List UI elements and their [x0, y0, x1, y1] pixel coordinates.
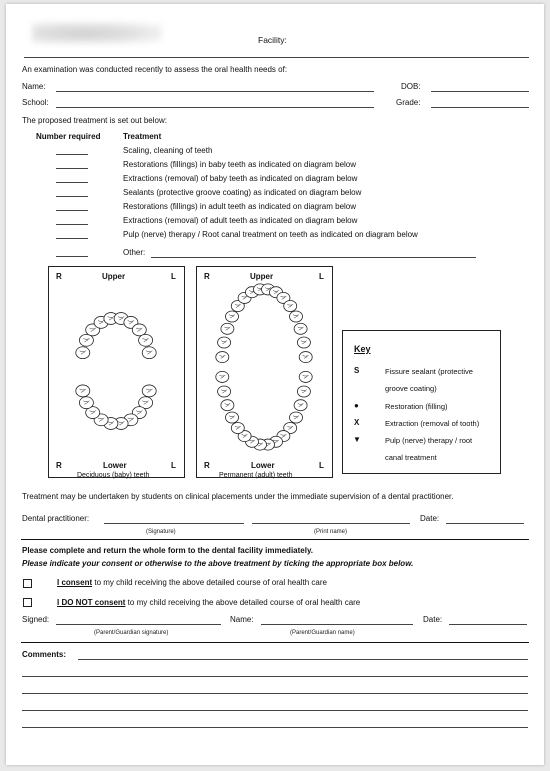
treatment-intro: The proposed treatment is set out below:	[22, 116, 167, 125]
lower-label: Lower	[103, 461, 127, 470]
consent-date-field[interactable]	[449, 624, 527, 625]
school-field[interactable]	[56, 107, 374, 108]
treatment-item: Restorations (fillings) in baby teeth as indicated on diagram below	[123, 160, 357, 169]
print-name-caption: (Print name)	[314, 529, 348, 535]
school-label: School:	[22, 98, 49, 107]
tooth-outline[interactable]	[218, 337, 231, 348]
tooth-outline[interactable]	[284, 300, 297, 311]
parent-signature-caption: (Parent/Guardian signature)	[94, 630, 169, 636]
treatment-item: Scaling, cleaning of teeth	[123, 146, 213, 155]
tooth-outline[interactable]	[290, 412, 303, 423]
tooth-outline[interactable]	[221, 323, 234, 334]
key-item-text: Pulp (nerve) therapy / root	[385, 436, 473, 445]
signature-caption: (Signature)	[146, 529, 176, 535]
deciduous-tooth-chart	[49, 267, 184, 477]
no-consent-emphasis: I DO NOT consent	[57, 598, 126, 607]
form-page	[6, 4, 544, 765]
key-item-text: Restoration (filling)	[385, 402, 448, 411]
dob-label: DOB:	[401, 82, 421, 91]
right-marker: R	[56, 272, 62, 281]
practitioner-label: Dental practitioner:	[22, 514, 90, 523]
tooth-outline[interactable]	[216, 371, 229, 382]
tooth-outline[interactable]	[76, 385, 90, 397]
right-marker: R	[56, 461, 62, 470]
left-marker: L	[319, 461, 324, 470]
section-divider	[21, 539, 529, 540]
practitioner-name-field[interactable]	[252, 523, 410, 524]
consent-checkbox[interactable]	[23, 579, 32, 588]
right-marker: R	[204, 461, 210, 470]
dob-field[interactable]	[431, 91, 529, 92]
redacted-logo	[32, 22, 162, 44]
grade-field[interactable]	[431, 107, 529, 108]
left-marker: L	[171, 461, 176, 470]
parent-signature-field[interactable]	[56, 624, 221, 625]
section-divider	[21, 642, 529, 643]
tooth-outline[interactable]	[299, 371, 312, 382]
supervision-note: Treatment may be undertaken by students on clinical placements under the immediate supervision of a dental practitioner.	[22, 492, 454, 501]
upper-label: Upper	[250, 272, 274, 281]
sealant-symbol: S	[354, 366, 360, 375]
number-field-4[interactable]	[56, 196, 88, 197]
comments-label: Comments:	[22, 650, 67, 659]
tooth-outline[interactable]	[299, 352, 312, 363]
deciduous-teeth-diagram[interactable]	[48, 266, 185, 478]
number-field-5[interactable]	[56, 210, 88, 211]
treatment-header: Treatment	[123, 132, 162, 141]
tooth-outline[interactable]	[294, 400, 307, 411]
number-required-header: Number required	[36, 132, 101, 141]
consent-option-text	[57, 578, 327, 588]
permanent-tooth-chart	[197, 267, 332, 477]
comments-line[interactable]	[22, 676, 528, 677]
tooth-outline[interactable]	[297, 337, 310, 348]
tooth-outline[interactable]	[142, 347, 156, 359]
comments-line[interactable]	[22, 710, 528, 711]
tooth-outline[interactable]	[297, 386, 310, 397]
comments-line[interactable]	[22, 727, 528, 728]
practitioner-date-label: Date:	[420, 514, 440, 523]
tooth-outline[interactable]	[79, 397, 93, 409]
tooth-outline[interactable]	[221, 400, 234, 411]
name-field[interactable]	[56, 91, 374, 92]
number-field-6[interactable]	[56, 224, 88, 225]
permanent-caption: Permanent (adult) teeth	[219, 472, 293, 479]
consent-option-rest: to my child receiving the above detailed course of oral health care	[92, 578, 327, 587]
upper-label: Upper	[102, 272, 126, 281]
treatment-item: Extractions (removal) of baby teeth as indicated on diagram below	[123, 174, 358, 183]
key-item-text: canal treatment	[385, 453, 437, 462]
comments-line[interactable]	[78, 659, 528, 660]
left-marker: L	[319, 272, 324, 281]
parent-name-label: Name:	[230, 615, 254, 624]
no-consent-checkbox[interactable]	[23, 598, 32, 607]
tooth-outline[interactable]	[294, 323, 307, 334]
key-item-text: Fissure sealant (protective	[385, 367, 473, 376]
parent-name-caption: (Parent/Guardian name)	[290, 630, 355, 636]
tooth-outline[interactable]	[226, 412, 239, 423]
tooth-outline[interactable]	[231, 422, 244, 433]
key-item-text: Extraction (removal of tooth)	[385, 419, 480, 428]
treatment-item: Sealants (protective groove coating) as indicated on diagram below	[123, 188, 362, 197]
number-field-2[interactable]	[56, 168, 88, 169]
consent-emphasis: I consent	[57, 578, 93, 587]
consent-date-label: Date:	[423, 615, 443, 624]
intro-text: An examination was conducted recently to assess the oral health needs of:	[22, 65, 288, 74]
parent-name-field[interactable]	[261, 624, 413, 625]
tooth-outline[interactable]	[76, 347, 90, 359]
left-marker: L	[171, 272, 176, 281]
signed-label: Signed:	[22, 615, 50, 624]
tooth-outline[interactable]	[216, 352, 229, 363]
restoration-symbol: ●	[354, 401, 359, 410]
tick-instruction: Please indicate your consent or otherwise to the above treatment by ticking the appropriate box below.	[22, 559, 414, 568]
key-title: Key	[354, 344, 371, 354]
no-consent-option-rest: to my child receiving the above detailed course of oral health care	[125, 598, 361, 607]
pulp-therapy-symbol: ▼	[353, 435, 361, 444]
tooth-outline[interactable]	[142, 385, 156, 397]
tooth-outline[interactable]	[139, 334, 153, 346]
tooth-outline[interactable]	[218, 386, 231, 397]
comments-line[interactable]	[22, 693, 528, 694]
extraction-symbol: X	[354, 418, 360, 427]
number-field-1[interactable]	[56, 154, 88, 155]
tooth-outline[interactable]	[290, 311, 303, 322]
practitioner-date-field[interactable]	[446, 523, 524, 524]
key-box	[342, 330, 501, 474]
tooth-outline[interactable]	[226, 311, 239, 322]
number-field-other[interactable]	[56, 256, 88, 257]
name-label: Name:	[22, 82, 46, 91]
treatment-item: Extractions (removal) of adult teeth as indicated on diagram below	[123, 216, 358, 225]
right-marker: R	[204, 272, 210, 281]
lower-label: Lower	[251, 461, 275, 470]
number-field-7[interactable]	[56, 238, 88, 239]
deciduous-caption: Deciduous (baby) teeth	[77, 472, 150, 479]
number-field-3[interactable]	[56, 182, 88, 183]
facility-field[interactable]	[24, 57, 529, 58]
return-instruction: Please complete and return the whole form to the dental facility immediately.	[22, 546, 314, 555]
practitioner-signature-field[interactable]	[104, 523, 244, 524]
no-consent-option-text	[57, 598, 360, 608]
other-field[interactable]	[151, 257, 476, 258]
permanent-teeth-diagram[interactable]	[196, 266, 333, 478]
grade-label: Grade:	[396, 98, 421, 107]
treatment-item: Restorations (fillings) in adult teeth as indicated on diagram below	[123, 202, 357, 211]
key-item-text: groove coating)	[385, 384, 437, 393]
facility-label: Facility:	[258, 35, 287, 45]
other-label: Other:	[123, 248, 146, 257]
treatment-item: Pulp (nerve) therapy / Root canal treatment on teeth as indicated on diagram below	[123, 230, 418, 239]
